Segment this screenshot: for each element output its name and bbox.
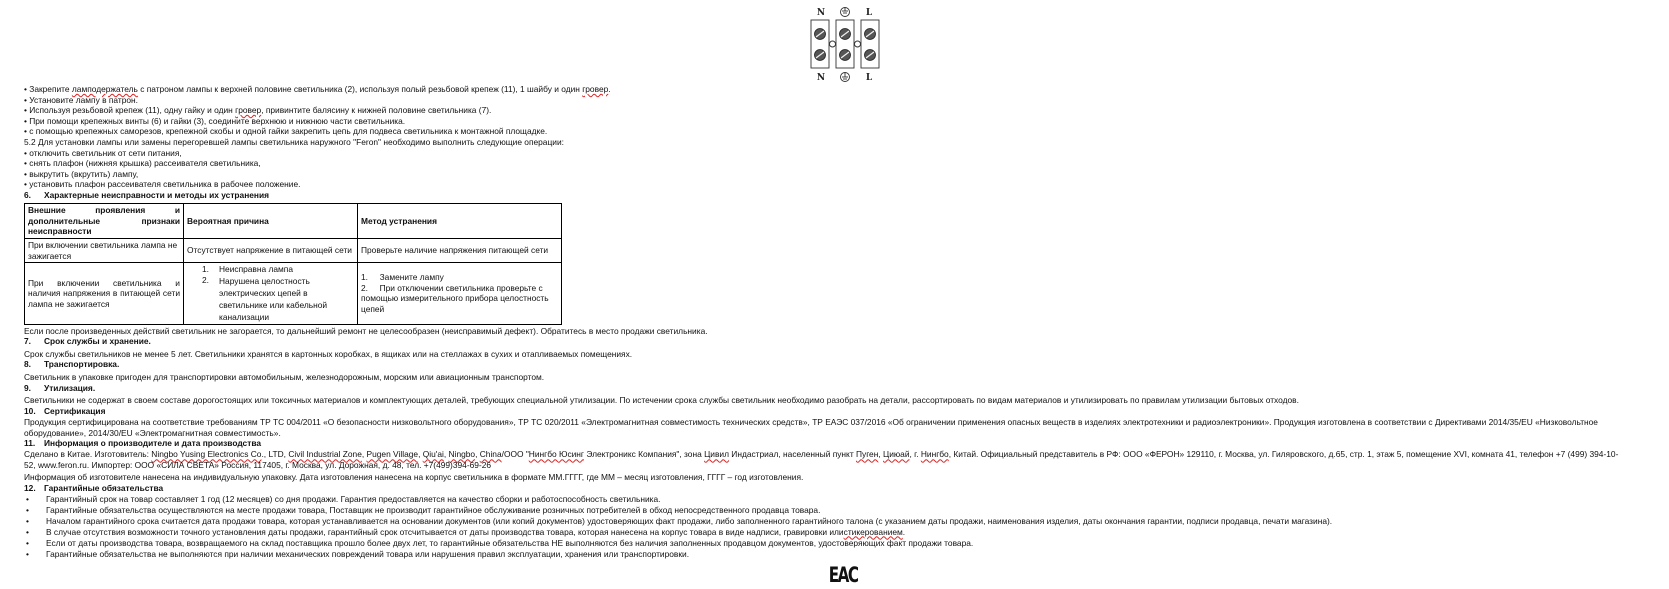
symptom-cell: При включении светильника и наличия напряжения в питающей сети лампа не зажигается — [25, 263, 184, 325]
lamp-step: • выкрутить (вкрутить) лампу, — [24, 168, 139, 179]
section-10-heading: 10. Сертификация — [24, 405, 106, 416]
warranty-item: • В случае отсутствия возможности точного установления даты продажи, гарантийный срок отсчитывается от даты производства товара, которая нанесена на корпус товара в виде надписи, гравировки или стикерованием . — [26, 526, 906, 537]
method-cell: Проверьте наличие напряжения питающей сети — [358, 238, 562, 262]
manufacturer-line: Сделано в Китае. Изготовитель: Ningbo Yusing Electronics Co., LTD, Civil Industrial Zone, Pugen Village, Qiu'ai, Ningbo, China/ООО "Нингбо Юсинг Электроникс Компания", зона Цивил Индастриал, населенный пункт Пуген, Циюай, г. Нингбо, Китай. Официальный представитель в РФ: ООО «ФЕРОН» 129110, г. Москва, ул. Гиляровского, д.65, стр. 1, этаж 5, помещение XVI, комната 41, телефон +7 (499) 394-10- — [24, 449, 1619, 460]
section-7-text: Срок службы светильников не менее 5 лет. Светильники хранятся в картонных коробках, в ящиках или на стеллажах в сухих и отапливаемых помещениях. — [24, 348, 633, 359]
header-symptom: Внешние проявления и дополнительные признаки неисправности — [25, 204, 184, 239]
cause-list — [187, 264, 354, 323]
warranty-item: • Гарантийные обязательства не выполняются при наличии механических повреждений товара или нарушения правил эксплуатации, хранения или транспортировки. — [26, 548, 690, 559]
lamp-step: • установить плафон рассеивателя светильника в рабочее положение. — [24, 179, 301, 190]
table-row — [25, 238, 562, 262]
importer-line: 52, www.feron.ru. Импортер: ООО «СИЛА СВЕТА» Россия, 117405, г. Москва, ул. Дорожная, д. 48, тел. +7(499)394-69-26 — [24, 459, 492, 470]
section-9-text: Светильники не содержат в своем составе дорогостоящих или токсичных материалов и комплектующих деталей, требующих специальной утилизации. По истечении срока службы светильник необходимо разобрать на детали, рассортировать по видам материалов и утилизировать по правилам утилизации бытовых отходов. — [24, 395, 1299, 406]
ground-icon-top — [841, 8, 850, 17]
section-6-heading: 6. Характерные неисправности и методы их устранения — [24, 189, 270, 200]
lamp-step: • снять плафон (нижняя крышка) рассеивателя светильника, — [24, 158, 261, 169]
spellcheck-word: гровер — [235, 105, 262, 116]
install-step-1: • Закрепите ламподержатель с патроном лампы к верхней половине светильника (2), используя полый резьбовой крепеж (11), 1 шайбу и один гровер. — [24, 84, 611, 94]
label-line-bottom: L — [865, 73, 873, 83]
faults-table — [24, 203, 562, 325]
section-5-2-intro: 5.2 Для установки лампы или замены перегоревшей лампы светильника наружного "Feron" необходимо выполнить следующие операции: — [24, 136, 564, 147]
header-cause: Вероятная причина — [184, 204, 358, 239]
spellcheck-word: ламподержатель — [71, 84, 138, 94]
method-cell: 1. Замените лампу 2. При отключении светильника проверьте с помощью измерительного прибора целостность цепей — [358, 263, 562, 325]
label-neutral-top: N — [816, 8, 826, 18]
install-step-5: • с помощью крепежных саморезов, крепежной скобы и одной гайки закрепить цепь для подвеса светильника к монтажной площадке. — [24, 126, 548, 137]
cause-cell: Отсутствует напряжение в питающей сети — [184, 238, 358, 262]
eac-certification-mark-icon — [824, 563, 858, 587]
section-8-heading: 8. Транспортировка. — [24, 359, 120, 370]
spellcheck-word: стикерованием — [843, 526, 903, 537]
section-12-heading: 12. Гарантийные обязательства — [24, 482, 164, 493]
lamp-step: • отключить светильник от сети питания, — [24, 147, 182, 158]
spellcheck-word: гровер — [582, 84, 609, 94]
warranty-item: • Гарантийные обязательства осуществляются на месте продажи товара, Поставщик не производит гарантийное обслуживание розничных потребителей в обход непосредственного продавца товара. — [26, 504, 821, 515]
section-10-line-1: Продукция сертифицирована на соответствие требованиям ТР ТС 004/2011 «О безопасности низковольтного оборудования», ТР ТС 020/2011 «Электромагнитная совместимость технических средств», ТР ЕАЭС 037/2016 «Об ограничении применения опасных веществ в изделиях электротехники и радиоэлектроники». Продукция изготовлена в соответствии с Директивами 2014/35/EU «Низковольтное — [24, 416, 1598, 427]
table-header-row — [25, 204, 562, 239]
cause-item: 2. Нарушена целостность электрических цепей в светильнике или кабельной канализации — [202, 274, 328, 322]
section-11-heading: 11. Информация о производителе и дата производства — [24, 438, 262, 449]
table-row — [25, 263, 562, 325]
section-9-heading: 9. Утилизация. — [24, 382, 96, 393]
warranty-item: • Если от даты производства товара, возвращаемого на склад поставщика прошло более двух лет, то гарантийные обязательства НЕ выполняются без наличия заполненных продавцом документов, удостоверяющих факт продажи товара. — [26, 537, 974, 548]
header-method: Метод устранения — [358, 204, 562, 239]
section-7-heading: 7. Срок службы и хранение. — [24, 336, 151, 347]
cause-item: 1. Неисправна лампа — [202, 264, 293, 275]
section-10-line-2: оборудование», 2014/30/EU «Электромагнитная совместимость». — [24, 427, 281, 438]
install-step-4: • При помощи крепежных винты (6) и гайки (3), соедините верхнюю и нижнюю части светильника. — [24, 115, 406, 126]
warranty-item: • Началом гарантийного срока считается дата продажи товара, которая устанавливается на основании документов (или копий документов) удостоверяющих факт продажи, либо заполненного гарантийного талона (с указанием даты продажи, наименования изделия, даты окончания гарантии, подписи продавца, печати магазина). — [26, 515, 1333, 526]
symptom-cell: При включении светильника лампа не зажигается — [25, 238, 184, 262]
install-step-2: • Установите лампу в патрон. — [24, 94, 138, 105]
eac-mark-text: EAC — [828, 563, 858, 587]
instruction-document — [24, 84, 1664, 560]
section-6-note: Если после произведенных действий светильник не загорается, то дальнейший ремонт не целесообразен (неисправимый дефект). Обратитесь в место продажи светильника. — [24, 325, 708, 336]
terminal-block-diagram — [805, 4, 885, 84]
ground-icon-bottom — [841, 73, 850, 82]
label-neutral-bottom: N — [816, 73, 826, 83]
section-8-text: Светильник в упаковке пригоден для транспортировки автомобильным, железнодорожным, морским или авиационным транспортом. — [24, 372, 545, 383]
cause-cell — [184, 263, 358, 325]
install-step-3: • Используя резьбовой крепеж (11), одну гайку и один гровер, привинтите балясину к нижней половине светильника (7). — [24, 105, 492, 116]
label-line-top: L — [865, 8, 873, 18]
manufacture-date-line: Информация об изготовителе нанесена на индивидуальную упаковку. Дата изготовления нанесена на корпус светильника в формате ММ.ГГГГ, где ММ – месяц изготовления, ГГГГ – год изготовления. — [24, 471, 804, 482]
warranty-item: • Гарантийный срок на товар составляет 1 год (12 месяцев) со дня продажи. Гарантия предоставляется на качество сборки и работоспособность светильника. — [26, 493, 661, 504]
